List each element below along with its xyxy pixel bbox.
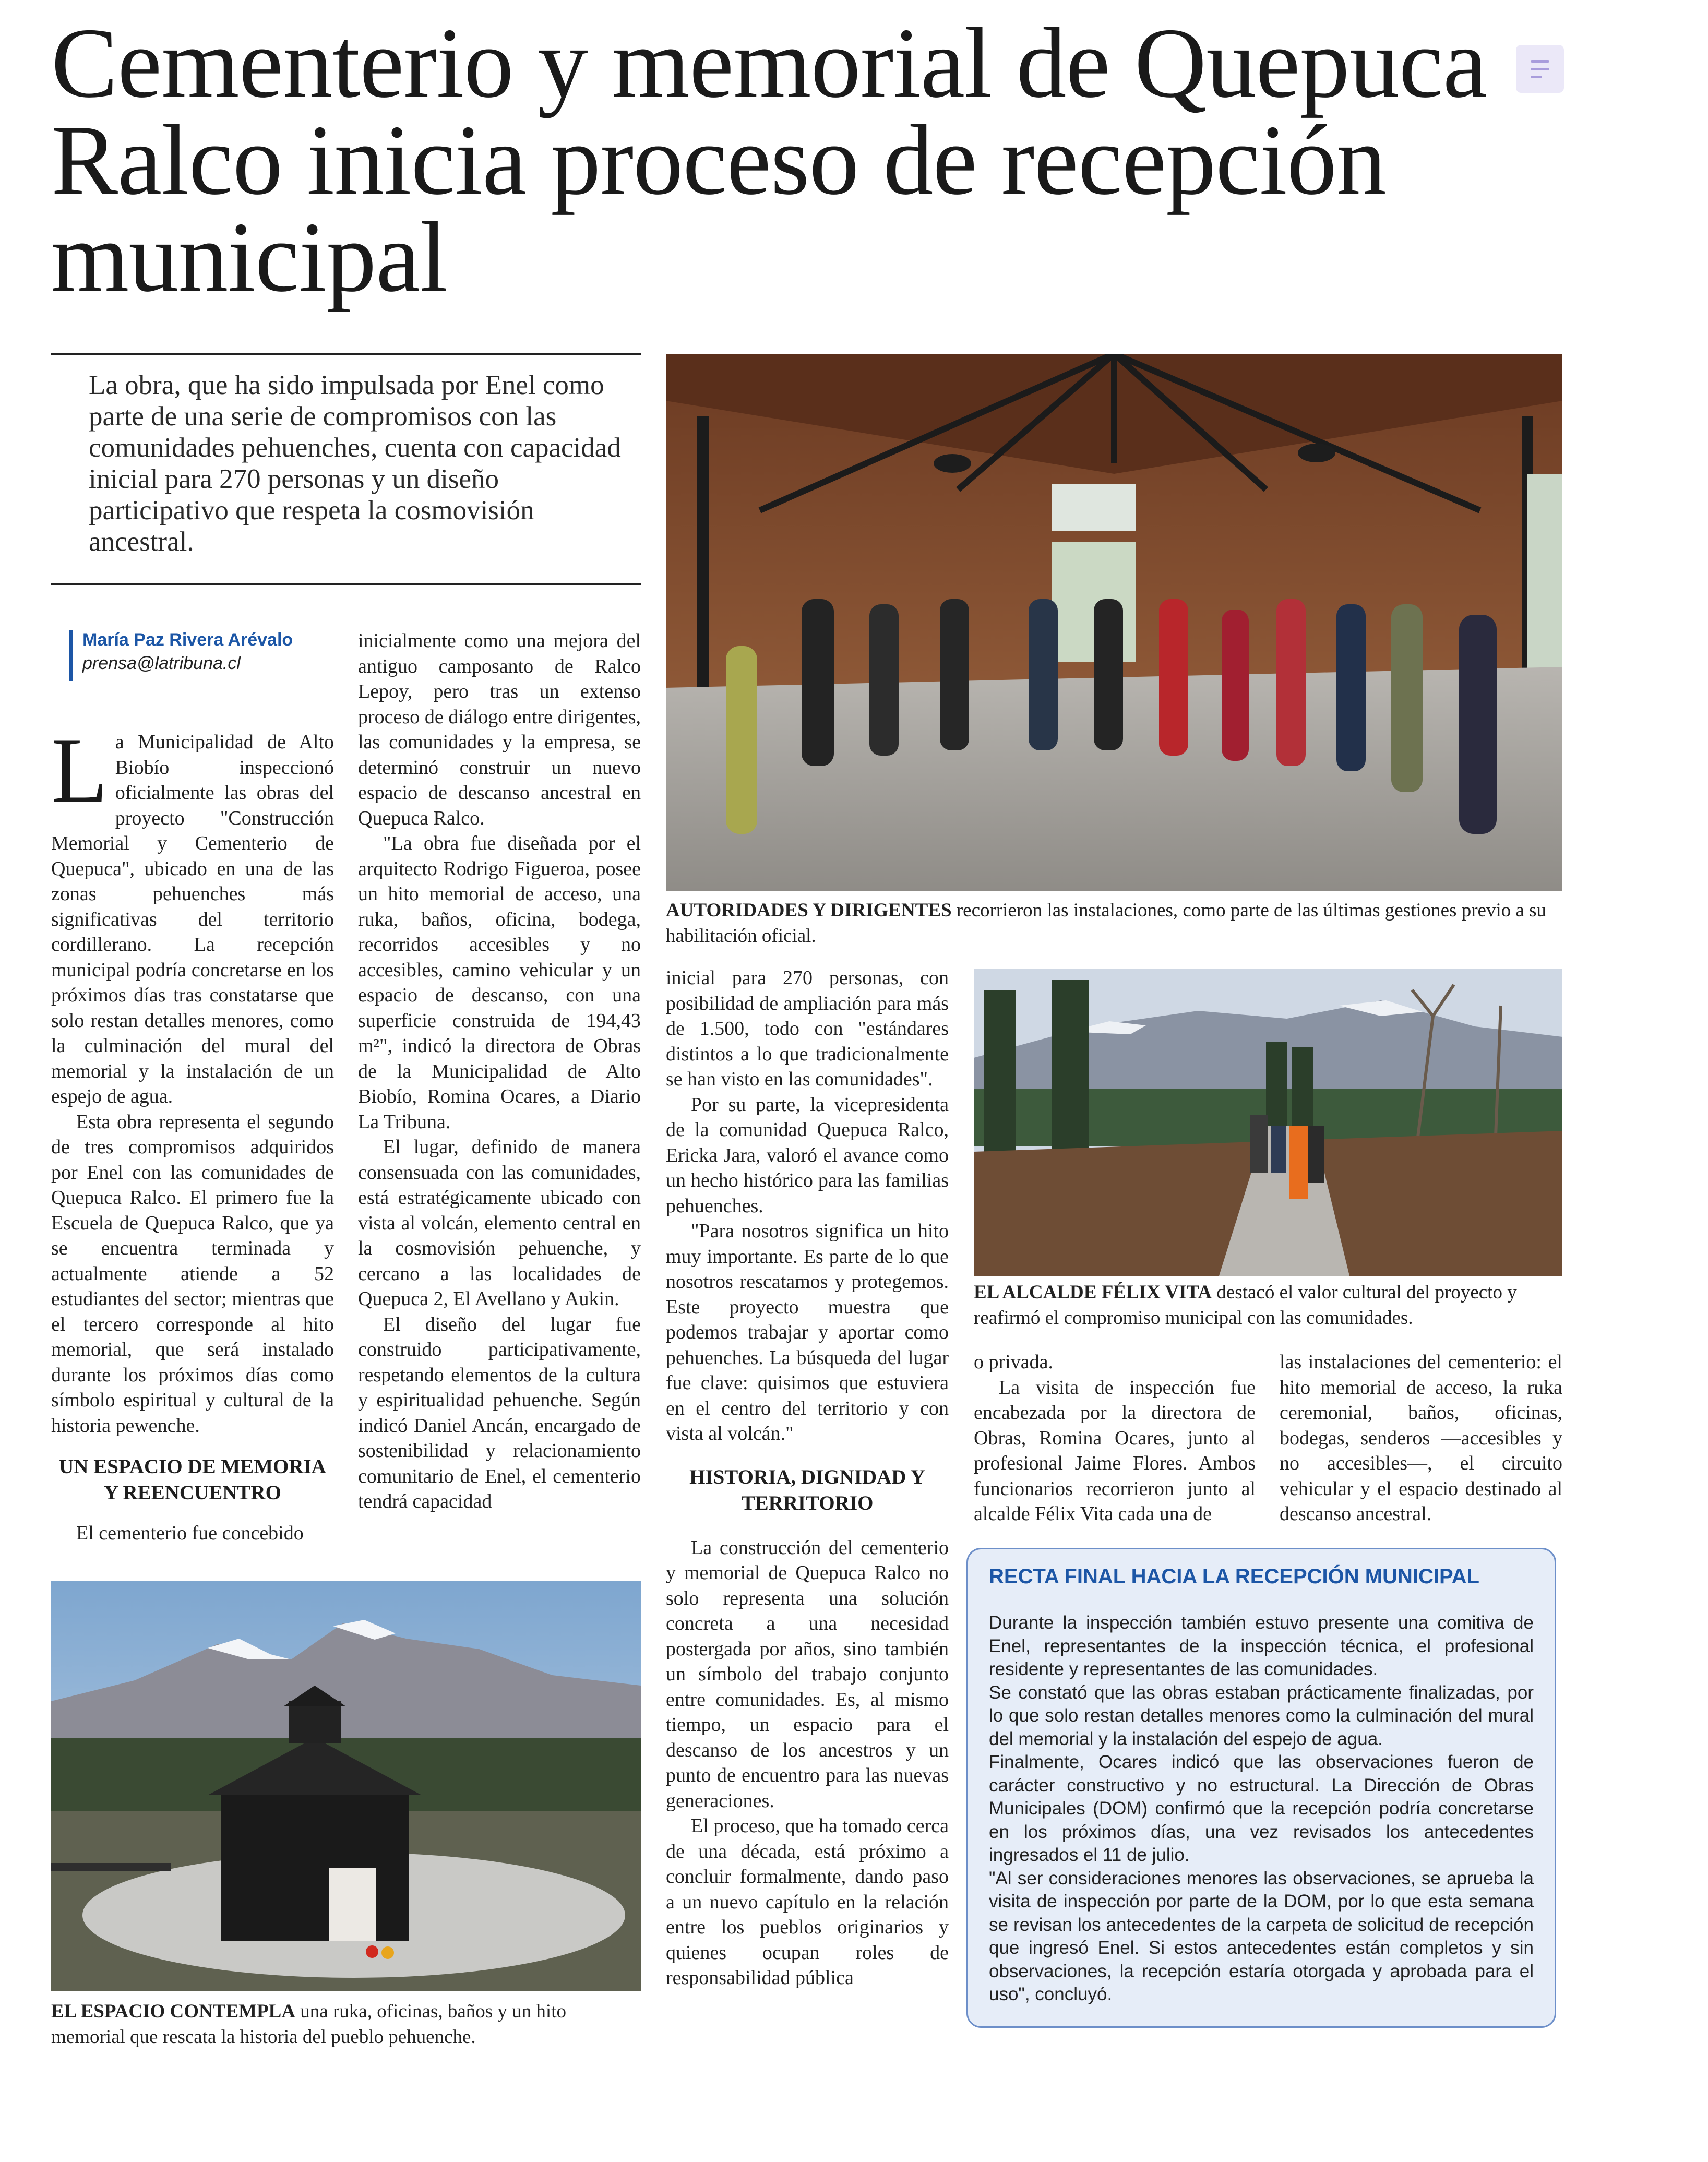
menu-line [1531, 76, 1542, 78]
menu-lines-icon [1531, 60, 1549, 63]
paragraph: inicial para 270 personas, con posibilidad de ampliación para más de 1.500, todo con "estándares distintos a lo que tradicionalmente se han visto en las comunidades". [666, 967, 949, 1090]
caption-lead: EL ALCALDE FÉLIX VITA [974, 1282, 1212, 1303]
caption-lead: AUTORIDADES Y DIRIGENTES [666, 900, 952, 921]
box-title: RECTA FINAL HACIA LA RECEPCIÓN MUNICIPAL [989, 1565, 1479, 1588]
headline: Cementerio y memorial de Quepuca Ralco inicia proceso de recepción municipal [51, 7, 1487, 313]
byline-bar [69, 630, 73, 681]
photo-path-alcalde [974, 969, 1562, 1276]
menu-line [1531, 68, 1549, 70]
column-4 [974, 1349, 1256, 1537]
column-2 [358, 628, 641, 1552]
sidebar-box [966, 1548, 1556, 2028]
paragraph: o privada. [974, 1351, 1053, 1373]
menu-button[interactable] [1516, 45, 1564, 93]
column-5 [1280, 1349, 1562, 1537]
paragraph: "Para nosotros significa un hito muy importante. Es parte de lo que nosotros rescatamos y protegemos. Este proyecto muestra que podemos trabajar y aportar como pehuenches. La búsqueda del lugar fue clave: quisimos que estuviera en el centro del territorio y con vista al volcán." [666, 1220, 949, 1444]
caption-lead: EL ESPACIO CONTEMPLA [51, 2001, 296, 2022]
paragraph: las instalaciones del cementerio: el hito memorial de acceso, la ruka ceremonial, baños, oficinas, bodegas, senderos —accesibles y no accesibles—, el circuito vehicular y el espacio destinado al descanso ancestral. [1280, 1351, 1562, 1525]
paragraph: Esta obra representa el segundo de tres compromisos adquiridos por Enel con las comunidades de Quepuca Ralco. El primero fue la Escuela de Quepuca Ralco, que ya se encuentra terminada y actualmente atiende a 52 estudiantes del sector; mientras que el tercero corresponde al hito memorial, que será instalado durante los próximos días como símbolo espiritual y cultural de la historia pewenche. [51, 1110, 334, 1437]
paragraph: a Municipalidad de Alto Biobío inspeccionó oficialmente las obras del proyecto "Construcción Memorial y Cementerio de Quepuca", ubicado en una de las zonas pehuenches más significativas del territorio cordillerano. La recepción municipal podría concretarse en los próximos días tras constatarse que solo restan detalles menores, como la culminación del mural del memorial y la instalación de un espejo de agua. [51, 731, 334, 1107]
photo-image [666, 354, 1562, 891]
lead-paragraph: La obra, que ha sido impulsada por Enel como parte de una serie de compromisos con las comunidades pehuenches, cuenta con capacidad inicial para 270 personas y un diseño participativo que respeta la cosmovisión ancestral. [51, 353, 641, 585]
box-paragraph: "Al ser consideraciones menores las observaciones, se aprueba la visita de inspección por parte de la DOM, por lo que esta semana se revisan los antecedentes de la carpeta de solicitud de recepción que ingresó Enel. Si estos antecedentes están completos y sin observaciones, la recepción estaría otorgada y aprobada para el uso", concluyó. [989, 1868, 1534, 2004]
subhead: UN ESPACIO DE MEMORIA Y REENCUENTRO [59, 1455, 326, 1504]
caption-text: destacó el valor cultural del proyecto y reafirmó el compromiso municipal con las comunidades. [974, 1282, 1517, 1329]
subhead: HISTORIA, DIGNIDAD Y TERRITORIO [689, 1465, 925, 1514]
paragraph: El proceso, que ha tomado cerca de una década, está próximo a concluir formalmente, dando paso a un nuevo capítulo en la relación entre los pueblos originarios y quienes ocupan roles de responsabilidad pública [666, 1815, 949, 1989]
box-paragraph: Se constató que las obras estaban prácticamente finalizadas, por lo que solo restan detalles menores como la culminación del mural del memorial y la instalación del espejo de agua. [989, 1682, 1534, 1749]
paragraph: El cementerio fue concebido [76, 1522, 304, 1544]
caption-text: recorrieron las instalaciones, como parte de las últimas gestiones previo a su habilitación oficial. [666, 900, 1547, 947]
paragraph: La construcción del cementerio y memorial de Quepuca Ralco no solo representa una solución concreta a una necesidad postergada por años, sino también un símbolo del trabajo conjunto entre comunidades. Es, al mismo tiempo, un espacio para el descanso de los ancestros y un punto de encuentro para las nuevas generaciones. [666, 1536, 949, 1812]
box-paragraph: Durante la inspección también estuvo presente una comitiva de Enel, representantes de la inspección técnica, el profesional residente y representantes de las comunidades. [989, 1612, 1534, 1679]
paragraph: "La obra fue diseñada por el arquitecto Rodrigo Figueroa, posee un hito memorial de acceso, una ruka, baños, oficina, bodega, recorridos accesibles y no accesibles, camino vehicular y un espacio de descanso, con una superficie construida de 194,43 m²", indicó la directora de Obras de la Municipalidad de Alto Biobío, Romina Ocares, a Diario La Tribuna. [358, 832, 641, 1133]
column-1 [51, 719, 334, 1544]
caption-photo-3 [51, 1999, 641, 2050]
paragraph: Por su parte, la vicepresidenta de la comunidad Quepuca Ralco, Ericka Jara, valoró el avance como un hecho histórico para las familias pehuenches. [666, 1093, 949, 1217]
paragraph: La visita de inspección fue encabezada por la directora de Obras, Romina Ocares, junto al profesional Jaime Flores. Ambos funcionarios recorrieron junto al alcalde Félix Vita cada una de [974, 1376, 1256, 1525]
caption-photo-2 [974, 1280, 1562, 1331]
paragraph: El diseño del lugar fue construido participativamente, respetando elementos de la cultura y espiritualidad pehuenche. Según indicó Daniel Ancán, encargado de sostenibilidad y relacionamiento comunitario de Enel, el cementerio tendrá capacidad [358, 1313, 641, 1512]
paragraph: El lugar, definido de manera consensuada con las comunidades, está estratégicamente ubicado con vista al volcán, elemento central en la cosmovisión pehuenche, y cercano a las localidades de Quepuca 2, El Avellano y Aukin. [358, 1136, 641, 1310]
byline-name: María Paz Rivera Arévalo [82, 630, 293, 650]
caption-text: una ruka, oficinas, baños y un hito memorial que rescata la historia del pueblo pehuenche. [51, 2001, 566, 2048]
drop-cap: L [51, 719, 108, 822]
box-paragraph: Finalmente, Ocares indicó que las observaciones fueron de carácter constructivo y no estructural. La Dirección de Obras Municipales (DOM) confirmó que la recepción podría concretarse en los próximos días, una vez revisados los antecedentes ingresados el 11 de julio. [989, 1752, 1534, 1865]
photo-image [51, 1581, 641, 1991]
photo-ruka-building [51, 1581, 641, 1991]
byline-email[interactable]: prensa@latribuna.cl [82, 653, 241, 673]
photo-image [974, 969, 1562, 1276]
caption-photo-1 [666, 898, 1562, 949]
column-3 [666, 965, 949, 2051]
paragraph: inicialmente como una mejora del antiguo camposanto de Ralco Lepoy, pero tras un extenso proceso de diálogo entre dirigentes, las comunidades y la empresa, se determinó construir un nuevo espacio de descanso ancestral en Quepuca Ralco. [358, 630, 641, 829]
photo-interior-ruka [666, 354, 1562, 891]
